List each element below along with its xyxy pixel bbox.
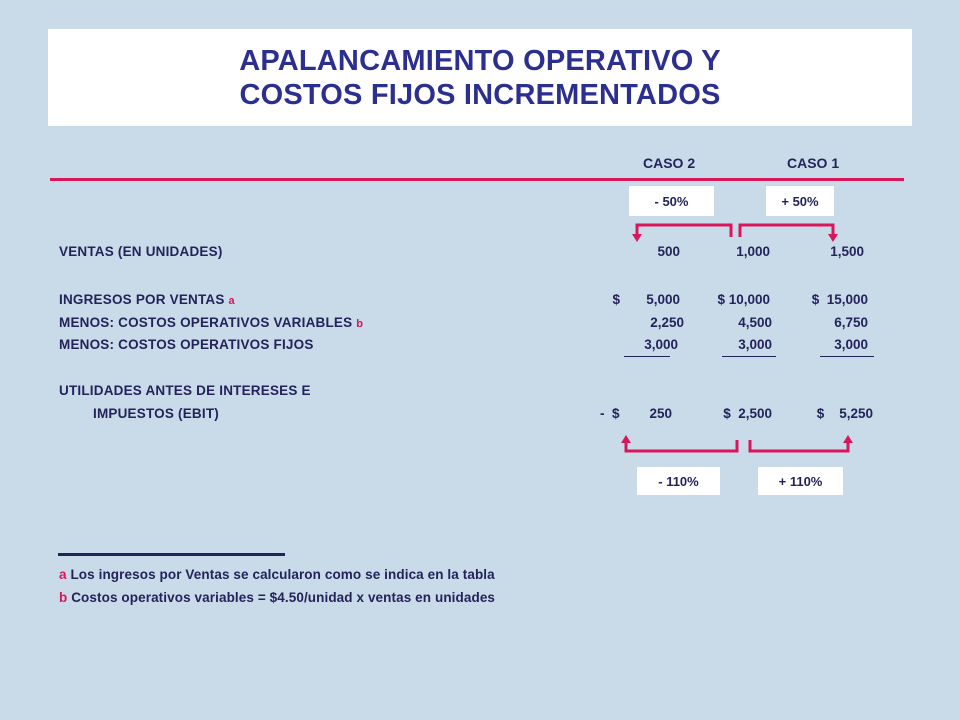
bracket-bottom-right — [750, 440, 848, 451]
row-label-units: VENTAS (EN UNIDADES) — [59, 244, 223, 259]
row-label-revenue — [59, 292, 235, 307]
fixed-costs-case1: 3,000 — [834, 337, 868, 352]
row-label-variable-costs — [59, 315, 363, 330]
header-case-2: CASO 2 — [643, 155, 696, 171]
title-line-1: APALANCAMIENTO OPERATIVO Y — [239, 44, 721, 77]
row-label-ebit-line2: IMPUESTOS (EBIT) — [93, 406, 219, 421]
footnote-b-text: Costos operativos variables = $4.50/unidad x ventas en unidades — [67, 590, 496, 605]
units-base: 1,000 — [736, 244, 770, 259]
subtotal-underline-case1 — [820, 356, 874, 357]
footnote-b — [59, 590, 495, 605]
arrowhead-top-left — [632, 234, 642, 242]
row-label-ebit-line1: UTILIDADES ANTES DE INTERESES E — [59, 383, 311, 398]
footnote-a-text: Los ingresos por Ventas se calcularon como se indica en la tabla — [66, 567, 495, 582]
revenue-base: $ 10,000 — [717, 292, 770, 307]
revenue-note-key: a — [228, 295, 235, 307]
fixed-costs-base: 3,000 — [738, 337, 772, 352]
fixed-costs-case2: 3,000 — [644, 337, 678, 352]
bracket-top-right — [740, 225, 833, 237]
title-line-2: COSTOS FIJOS INCREMENTADOS — [239, 78, 721, 111]
bracket-bottom-left — [626, 440, 737, 451]
subtotal-underline-case2 — [624, 356, 670, 357]
variable-costs-label-text: MENOS: COSTOS OPERATIVOS VARIABLES — [59, 315, 353, 330]
header-case-1: CASO 1 — [787, 155, 840, 171]
ebit-case2: - $ 250 — [599, 406, 672, 421]
subtotal-underline-base — [722, 356, 776, 357]
arrowhead-top-right — [828, 234, 838, 242]
bracket-top-left — [637, 225, 731, 237]
ebit-base: $ 2,500 — [723, 406, 772, 421]
ebit-case1: $ 5,250 — [816, 406, 873, 421]
change-units-up-badge: + 50% — [766, 186, 834, 216]
change-ebit-down-badge: - 110% — [637, 467, 720, 495]
units-case1: 1,500 — [830, 244, 864, 259]
change-ebit-up-badge: + 110% — [758, 467, 843, 495]
variable-costs-case2: 2,250 — [650, 315, 684, 330]
arrowhead-bottom-right — [843, 435, 853, 443]
row-label-fixed-costs: MENOS: COSTOS OPERATIVOS FIJOS — [59, 337, 314, 352]
change-units-down-badge: - 50% — [629, 186, 714, 216]
footnote-a-key: a — [59, 567, 67, 582]
arrowhead-bottom-left — [621, 435, 631, 443]
variable-costs-base: 4,500 — [738, 315, 772, 330]
revenue-label-text: INGRESOS POR VENTAS — [59, 292, 225, 307]
footnote-divider — [58, 553, 285, 556]
revenue-case2: $ 5,000 — [612, 292, 680, 307]
revenue-case1: $ 15,000 — [811, 292, 868, 307]
units-case2: 500 — [657, 244, 680, 259]
variable-costs-note-key: b — [356, 318, 364, 330]
variable-costs-case1: 6,750 — [834, 315, 868, 330]
footnote-a — [59, 567, 495, 582]
footnote-b-key: b — [59, 590, 68, 605]
